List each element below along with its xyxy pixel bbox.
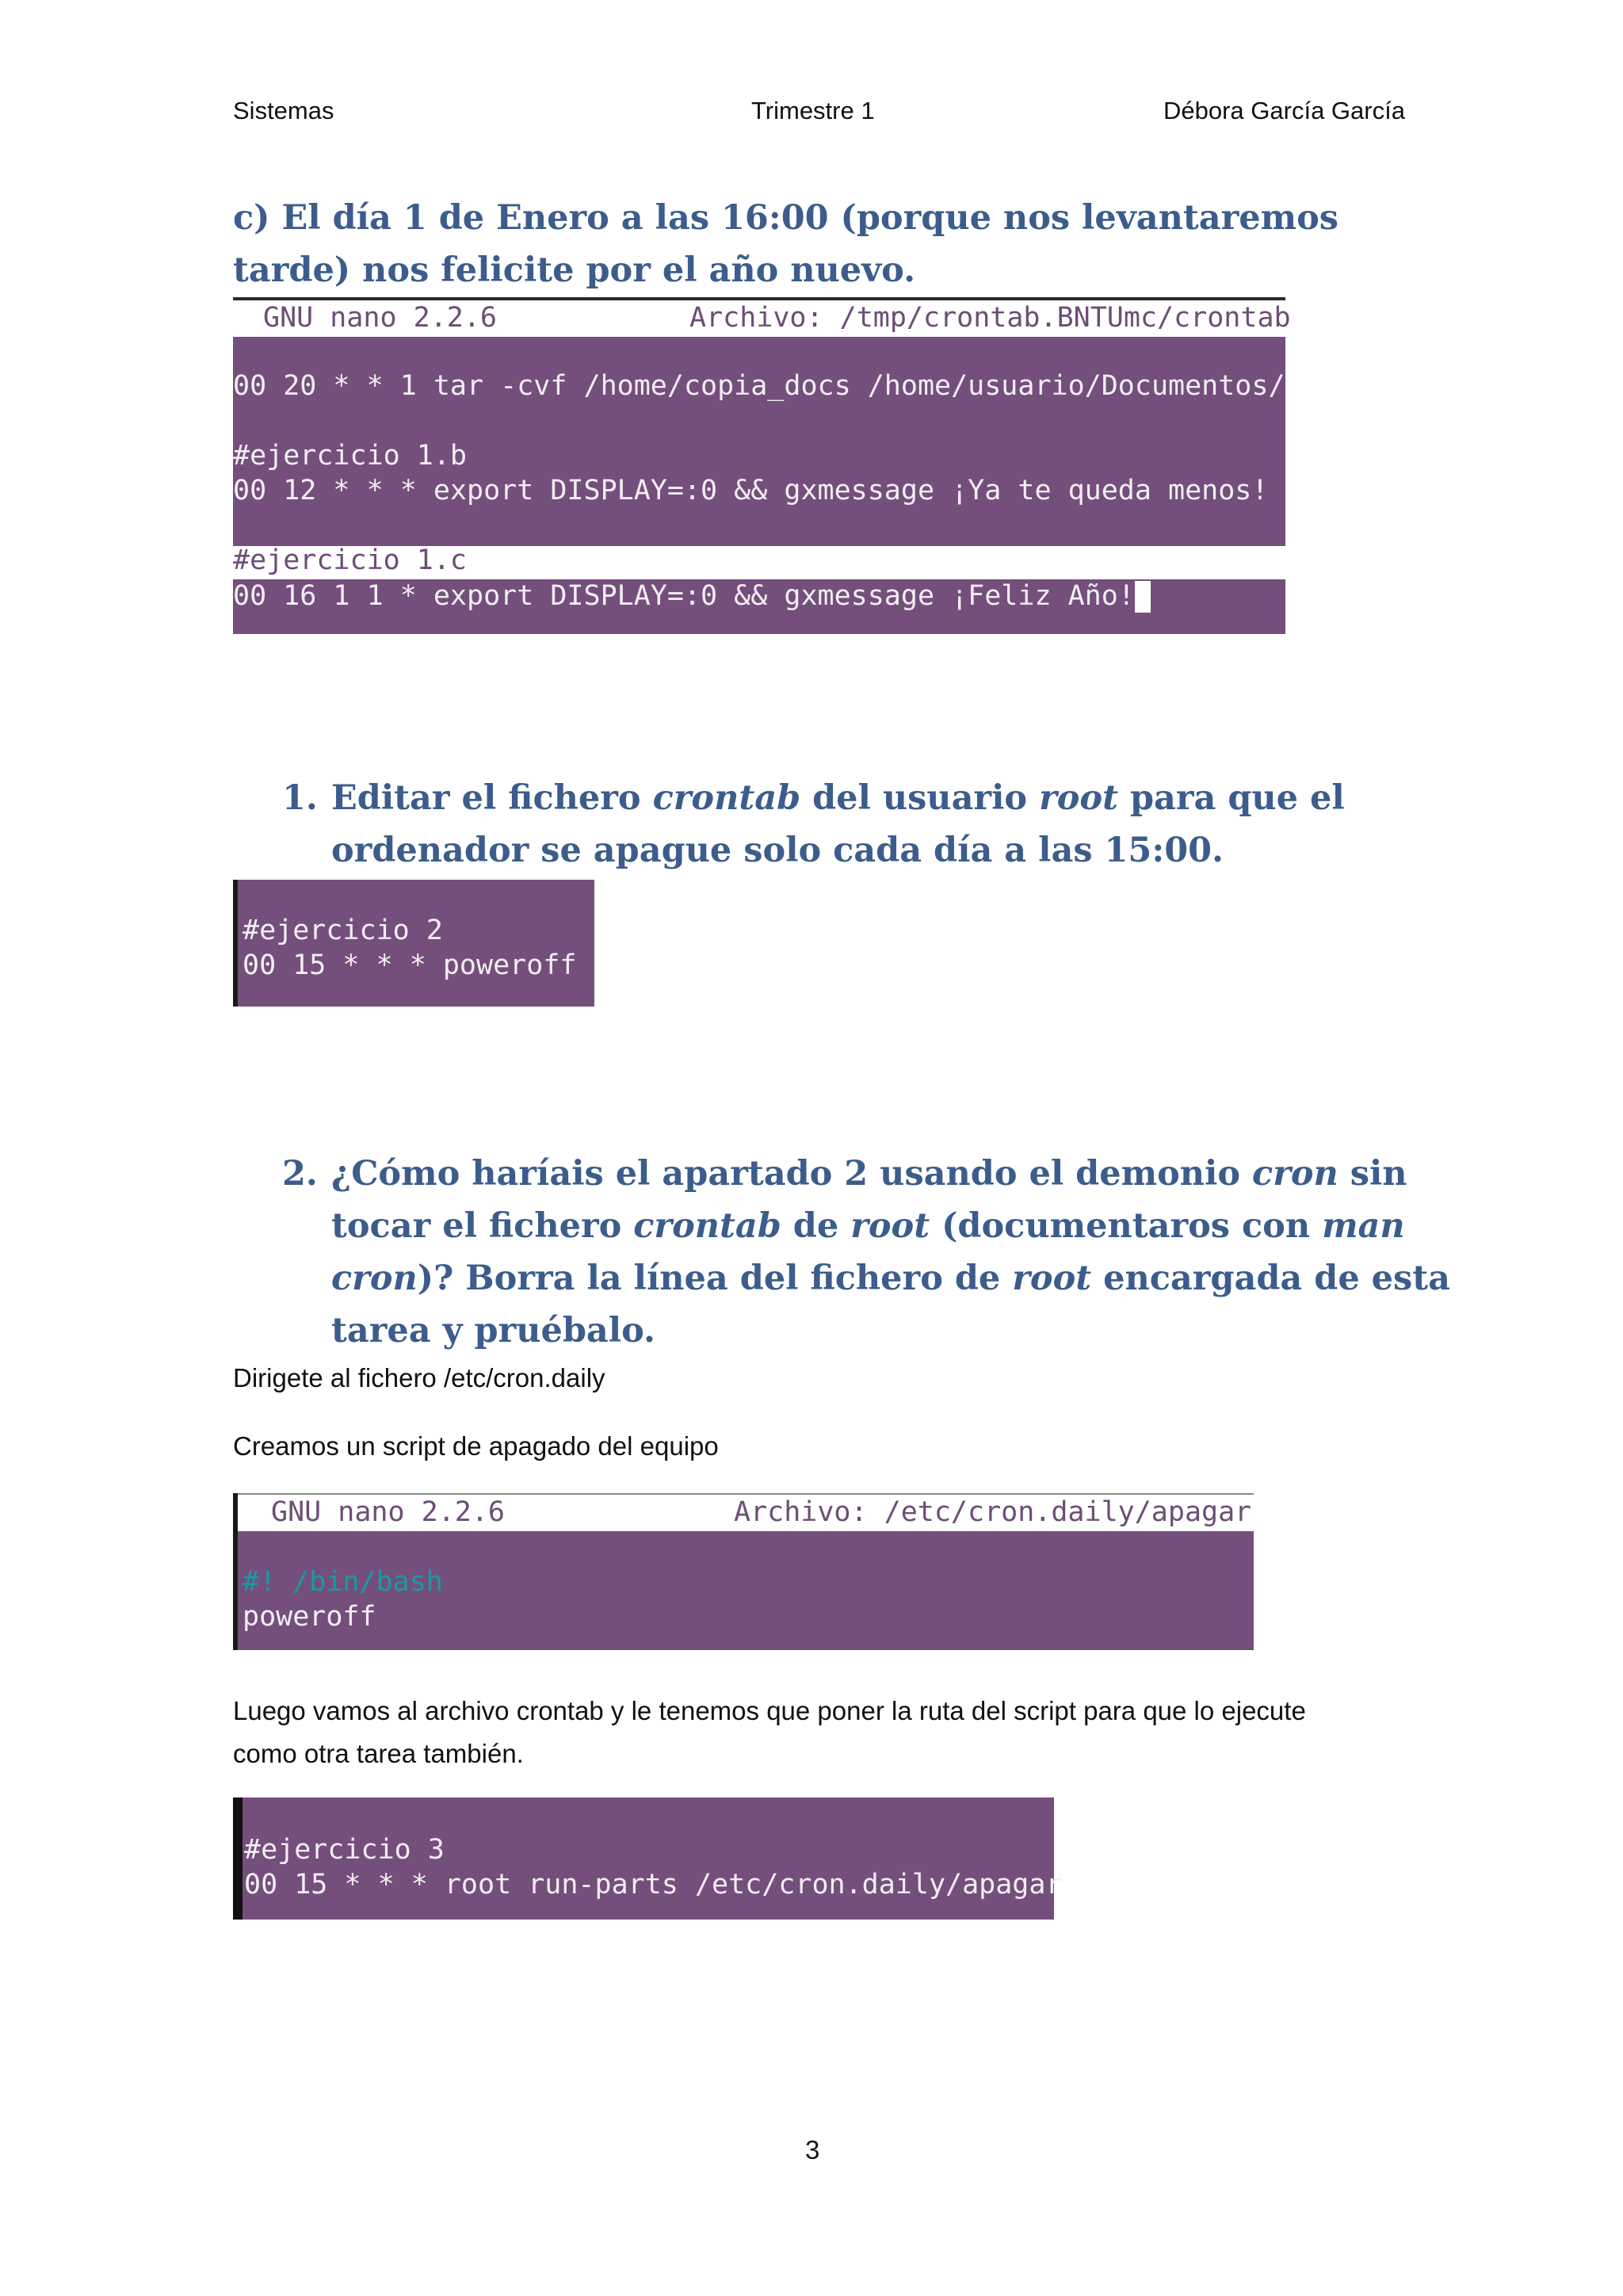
item2-em-crontab: crontab bbox=[633, 1206, 781, 1246]
item2-em-cron: cron bbox=[1252, 1154, 1338, 1194]
list-item-1 bbox=[331, 772, 1441, 877]
item2-em-root: root bbox=[850, 1206, 930, 1246]
nano-filename-2: Archivo: /etc/cron.daily/apagar bbox=[734, 1496, 1252, 1528]
crontab-line-3 bbox=[244, 1867, 1067, 1902]
nano-version: GNU nano 2.2.6 bbox=[263, 302, 498, 334]
crontab-line-comment-2: #ejercicio 2 bbox=[242, 915, 443, 946]
crontab-line-comment-1b: #ejercicio 1.b bbox=[233, 440, 468, 472]
item2-text-b3: (documentaros con bbox=[930, 1206, 1323, 1246]
item2-text-d1: tarea y pruébalo. bbox=[331, 1311, 656, 1350]
section-c-heading bbox=[233, 192, 1338, 296]
paragraph-dirigete: Dirigete al fichero /etc/cron.daily bbox=[233, 1363, 605, 1392]
item2-text-a2: sin bbox=[1338, 1154, 1407, 1194]
item2-em-man: man bbox=[1322, 1206, 1405, 1246]
section-c-heading-line1: c) El día 1 de Enero a las 16:00 (porque nos levantaremos bbox=[233, 198, 1338, 238]
list-item-number-2: 2. bbox=[282, 1154, 318, 1194]
item2-em-cron-2: cron bbox=[331, 1259, 418, 1298]
crontab-line-1c-text: 00 16 1 1 * export DISPLAY=:0 && gxmessage ¡Feliz Año! bbox=[233, 580, 1135, 612]
terminal-screenshot-crontab bbox=[233, 297, 1291, 634]
item2-text-c3: encargada de esta bbox=[1091, 1259, 1450, 1298]
item2-em-root-2: root bbox=[1012, 1259, 1092, 1298]
script-line-poweroff: poweroff bbox=[242, 1601, 376, 1633]
paragraph-creamos: Creamos un script de apagado del equipo bbox=[233, 1431, 719, 1461]
header-left: Sistemas bbox=[233, 97, 334, 124]
crontab-line-comment-3: #ejercicio 3 bbox=[244, 1834, 445, 1866]
list-item-2 bbox=[331, 1148, 1480, 1357]
item1-text-b: del usuario bbox=[800, 778, 1040, 818]
terminal-screenshot-script bbox=[233, 1493, 1254, 1650]
item1-line2: ordenador se apague solo cada día a las 15:00. bbox=[331, 831, 1224, 870]
item1-text-a: Editar el fichero bbox=[331, 778, 653, 818]
item2-text-b1: tocar el fichero bbox=[331, 1206, 634, 1246]
terminal-screenshot-poweroff bbox=[233, 880, 594, 1007]
cursor-block bbox=[1135, 581, 1151, 613]
crontab-line-comment-1c: #ejercicio 1.c bbox=[233, 544, 468, 576]
header-right: Débora García García bbox=[1163, 97, 1405, 124]
item2-text-b2: de bbox=[781, 1206, 851, 1246]
nano-title-bar-2 bbox=[238, 1493, 1254, 1531]
section-c-heading-line2: tarde) nos felicite por el año nuevo. bbox=[233, 250, 916, 290]
nano-title-bar bbox=[233, 297, 1291, 337]
item1-em-root: root bbox=[1039, 778, 1118, 818]
paragraph-luego bbox=[233, 1690, 1406, 1775]
item1-em-crontab: crontab bbox=[652, 778, 801, 818]
header-center: Trimestre 1 bbox=[751, 97, 875, 124]
crontab-line-3-text: 00 15 * * * root run-parts /etc/cron.daily/apagar bbox=[244, 1869, 1063, 1901]
crontab-line-2: 00 15 * * * poweroff bbox=[242, 949, 577, 981]
script-shebang: #! /bin/bash bbox=[242, 1566, 443, 1598]
item2-text-a1: ¿Cómo haríais el apartado 2 usando el demonio bbox=[331, 1154, 1253, 1194]
cursor-block-2 bbox=[1063, 1870, 1067, 1901]
terminal-screenshot-runparts bbox=[233, 1797, 1063, 1920]
crontab-line-1c bbox=[233, 579, 1151, 613]
list-item-number-1: 1. bbox=[282, 778, 318, 818]
page-number: 3 bbox=[805, 2135, 820, 2164]
paragraph-luego-line2: como otra tarea también. bbox=[233, 1739, 524, 1768]
paragraph-luego-line1: Luego vamos al archivo crontab y le tenemos que poner la ruta del script para que lo ejecute bbox=[233, 1696, 1306, 1725]
crontab-line-1b: 00 12 * * * export DISPLAY=:0 && gxmessage ¡Ya te queda menos! bbox=[233, 475, 1269, 506]
item1-text-c: para que el bbox=[1117, 778, 1345, 818]
nano-filename: Archivo: /tmp/crontab.BNTUmc/crontab bbox=[689, 302, 1291, 334]
crontab-line-tar: 00 20 * * 1 tar -cvf /home/copia_docs /home/usuario/Documentos/ bbox=[233, 370, 1285, 402]
nano-version-2: GNU nano 2.2.6 bbox=[271, 1496, 506, 1528]
item2-text-c2: )? Borra la línea del fichero de bbox=[417, 1259, 1013, 1298]
